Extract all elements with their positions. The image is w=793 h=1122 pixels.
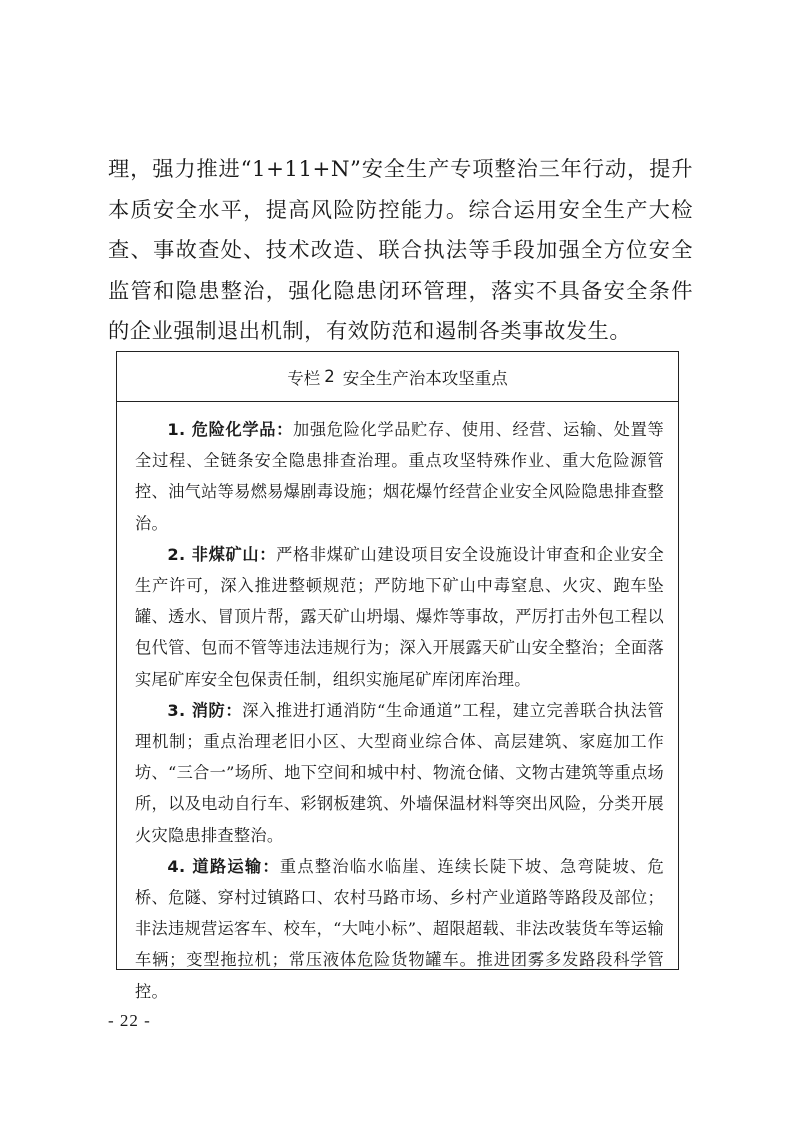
item-text: 深入推进打通消防“生命通道”工程，建立完善联合执法管理机制；重点治理老旧小区、大型商业综合体、高层建筑、家庭加工作坊、“三合一”场所、地下空间和城中村、物流仓储、文物古建筑等重点场所，以及电动自行车、彩钢板建筑、外墙保温材料等突出风险，分类开展火灾隐患排查整治。 [135,700,664,845]
item-text: 严格非煤矿山建设项目安全设施设计审查和企业安全生产许可，深入推进整顿规范；严防地下矿山中毒窒息、火灾、跑车坠罐、透水、冒顶片帮，露天矿山坍塌、爆炸等事故，严厉打击外包工程以包代管、包而不管等违法违规行为；深入开展露天矿山安全整治；全面落实尾矿库安全包保责任制，组织实施尾矿库闭库治理。 [135,544,664,689]
intro-section [108,150,693,353]
item-road-transport [135,851,664,1007]
item-fire-protection [135,695,664,851]
intro-paragraph: 理，强力推进“1+11+N”安全生产专项整治三年行动，提升本质安全水平，提高风险防控能力。综合运用安全生产大检查、事故查处、技术改造、联合执法等手段加强全方位安全监管和隐患整治，强化隐患闭环管理，落实不具备安全条件的企业强制退出机制，有效防范和遏制各类事故发生。 [108,157,693,344]
page-number: - 22 - [108,1011,151,1030]
special-column-box [116,351,679,1001]
item-key: 3. 消防： [167,700,243,720]
special-column-title [117,352,678,402]
item-key: 2. 非煤矿山： [167,544,277,564]
item-text: 重点整治临水临崖、连续长陡下坡、急弯陡坡、危桥、危隧、穿村过镇路口、农村马路市场、乡村产业道路等路段及部位；非法违规营运客车、校车，“大吨小标”、超限超载、非法改装货车等运输车辆；变型拖拉机；常压液体危险货物罐车。推进团雾多发路段科学管控。 [135,856,664,1001]
item-key: 1. 危险化学品： [167,420,294,439]
item-text: 加强危险化学品贮存、使用、经营、运输、处置等全过程、全链条安全隐患排查治理。重点攻坚特殊作业、重大危险源管控、油气站等易燃易爆剧毒设施；烟花爆竹经营企业安全风险隐患排查整治。 [135,420,664,533]
item-hazardous-chemicals [135,414,664,539]
special-column-body [117,402,678,1007]
item-non-coal-mines [135,539,664,695]
title-number: 2 [324,367,335,386]
title-prefix: 专栏 [287,368,321,388]
title-text: 安全生产治本攻坚重点 [342,368,508,388]
item-key: 4. 道路运输： [167,856,280,876]
